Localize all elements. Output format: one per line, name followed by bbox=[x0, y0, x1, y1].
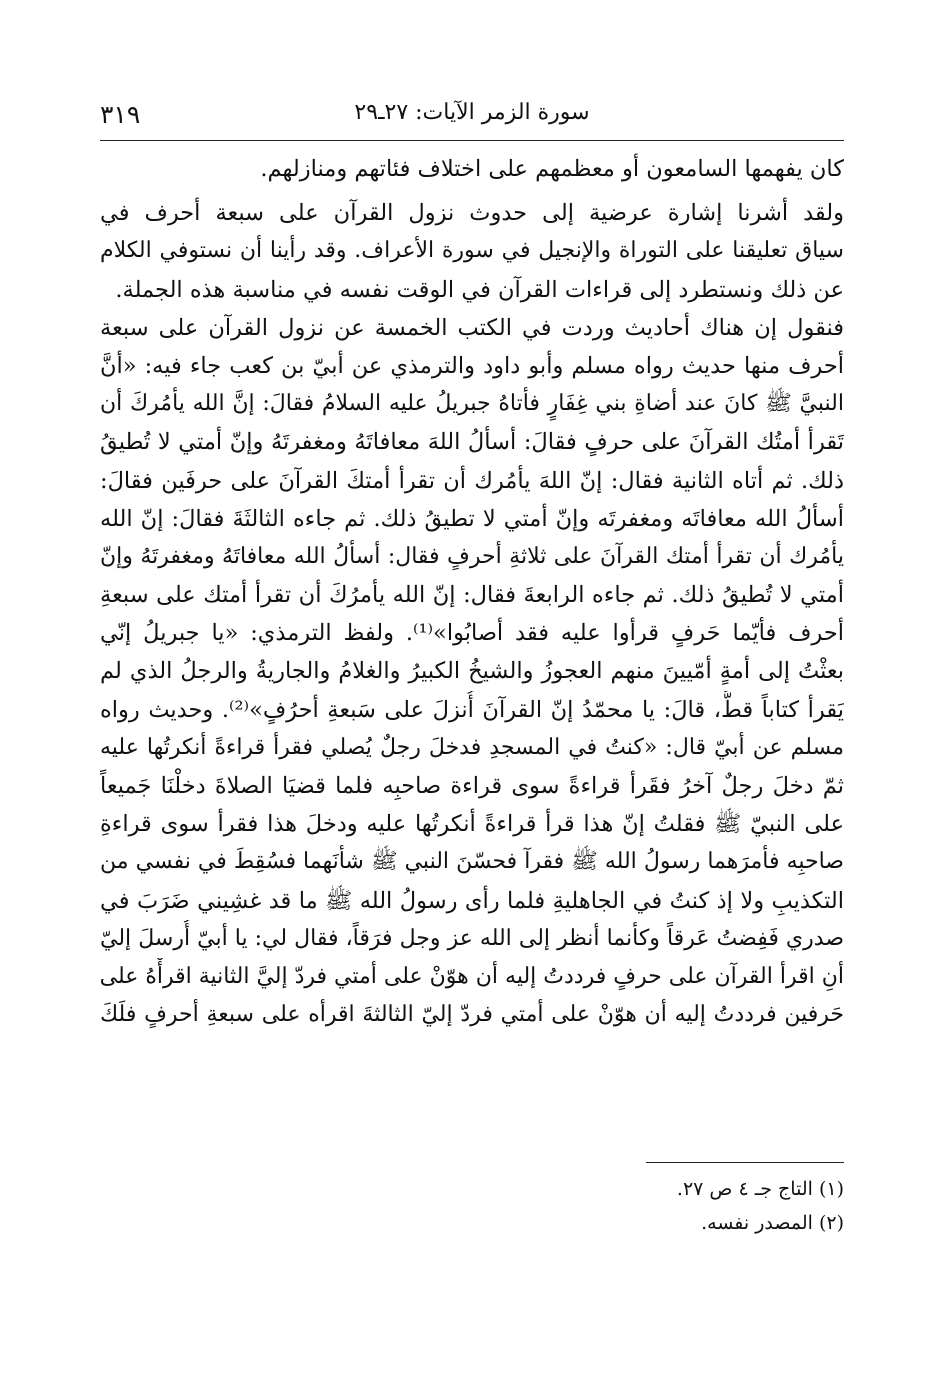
text-line: ذلك. ثم أتاه الثانية فقال: إنّ اللهَ يأمُرك أن تقرأ أمتكَ القرآنَ على حرفَين فقالَ: bbox=[100, 467, 844, 494]
text-line: مسلم عن أبيّ قال: «كنتُ في المسجدِ فدخلَ رجلٌ يُصلي فقرأ قراءةً أنكرتُها عليه bbox=[100, 734, 844, 760]
text-line: على النبيّ ﷺ فقلتُ إنّ هذا قرأ قراءةً أنكرتُها عليه ودخلَ هذا فقرأ سوى قراءةِ bbox=[100, 811, 844, 838]
text-line: النبيَّ ﷺ كانَ عند أضاةِ بني غِفَارٍ فأتاهُ جبريلُ عليه السلامُ فقالَ: إنَّ الله يأمُركَ أن bbox=[100, 391, 844, 417]
surah-title: سورة الزمر الآيات: ٢٧ـ٢٩ bbox=[354, 100, 590, 125]
text-line: أحرف فأيّما حَرفٍ قرأوا عليه فقد أصابُوا»⁽¹⁾. ولفظ الترمذي: «يا جبريلُ إنّي bbox=[100, 620, 844, 647]
text-line: سياق تعليقنا على التوراة والإنجيل في سورة الأعراف. وقد رأينا أن نستوفي الكلام bbox=[100, 238, 844, 264]
footnotes bbox=[100, 1172, 844, 1240]
text-line: يَقرأ كتاباً قطُّ، قالَ: يا محمّدُ إنّ القرآنَ أُنزلَ على سَبعةِ أحرُفٍ»⁽²⁾. وحديث رواه bbox=[100, 696, 844, 723]
running-head bbox=[100, 96, 844, 136]
text-line: التكذيبِ ولا إذ كنتُ في الجاهليةِ فلما رأى رسولُ الله ﷺ ما قد غشِيني ضَرَبَ في bbox=[100, 887, 844, 914]
text-line: ثمّ دخلَ رجلٌ آخرُ فقَرأ قراءةً سوى قراءة صاحبِه فلما قضيَا الصلاةَ دخلْنَا جَميعاً bbox=[100, 773, 844, 799]
text-line: أسألُ الله معافاتَه ومغفرتَه وإنّ أمتي لا تطيقُ ذلك. ثم جاءه الثالثَةَ فقالَ: إنّ الله bbox=[100, 505, 844, 532]
text-line: أمتي لا تُطيقُ ذلك. ثم جاءه الرابعةَ فقال: إنّ الله يأمرُكَ أن تقرأ أمتك على سبعةِ bbox=[100, 582, 844, 609]
text-line: عن ذلك ونستطرد إلى قراءات القرآن في الوقت نفسه في مناسبة هذه الجملة. bbox=[115, 276, 844, 303]
text-line: بعثْتُ إلى أمةٍ أمّيينَ منهم العجوزُ والشيخُ الكبيرُ والغلامُ والجاريةُ والرجلُ الذي لم bbox=[100, 658, 844, 685]
text-line: يأمُرك أن تقرأ أمتك القرآنَ على ثلاثةِ أحرفٍ فقال: أسألُ الله معافاتَهُ ومغفرتَهُ وإنّ bbox=[100, 543, 844, 569]
text-line: ولقد أشرنا إشارة عرضية إلى حدوث نزول القرآن على سبعة أحرف في bbox=[100, 200, 844, 227]
text-line: تَقرأ أمتُك القرآنَ على حرفٍ فقالَ: أسألُ اللهَ معافاتَهُ ومغفرتَهُ وإنّ أمتي لا تُطيقُ bbox=[100, 429, 844, 456]
main-text bbox=[100, 150, 844, 1034]
text-line: أنِ اقرأ القرآن على حرفٍ فرددتُ إليه أن هوّنْ على أمتي فردّ إليَّ الثانية اقرأْهُ على bbox=[100, 963, 844, 989]
text-line: صاحبِه فأمرَهما رسولُ الله ﷺ فقرآ فحسّنَ النبي ﷺ شأنَهما فسُقِطَ في نفسي من bbox=[100, 849, 844, 875]
text-line: كان يفهمها السامعون أو معظمهم على اختلاف فئاتهم ومنازلهم. bbox=[260, 156, 844, 182]
text-line: فنقول إن هناك أحاديث وردت في الكتب الخمسة عن نزول القرآن على سبعة bbox=[100, 314, 844, 341]
footnote-divider bbox=[646, 1162, 844, 1163]
header-divider bbox=[100, 140, 844, 141]
page-number: ٣١٩ bbox=[100, 100, 141, 129]
footnote-2: (٢) المصدر نفسه. bbox=[701, 1212, 844, 1234]
text-line: صدري فَفِضتُ عَرقاً وكأنما أنظر إلى الله عز وجل فرَقاً، فقال لي: يا أبيّ أُرسلَ إليّ bbox=[100, 925, 844, 951]
footnote-1: (١) التاج جـ ٤ ص ٢٧. bbox=[676, 1178, 844, 1200]
text-line: حَرفين فرددتُ إليه أن هوّنْ على أمتي فردّ إليّ الثالثةَ اقرأه على سبعةِ أحرفٍ فلَكَ bbox=[100, 1002, 844, 1028]
text-line: أحرف منها حديث رواه مسلم وأبو داود والترمذي عن أبيّ بن كعب جاء فيه: «أنَّ bbox=[100, 352, 844, 379]
